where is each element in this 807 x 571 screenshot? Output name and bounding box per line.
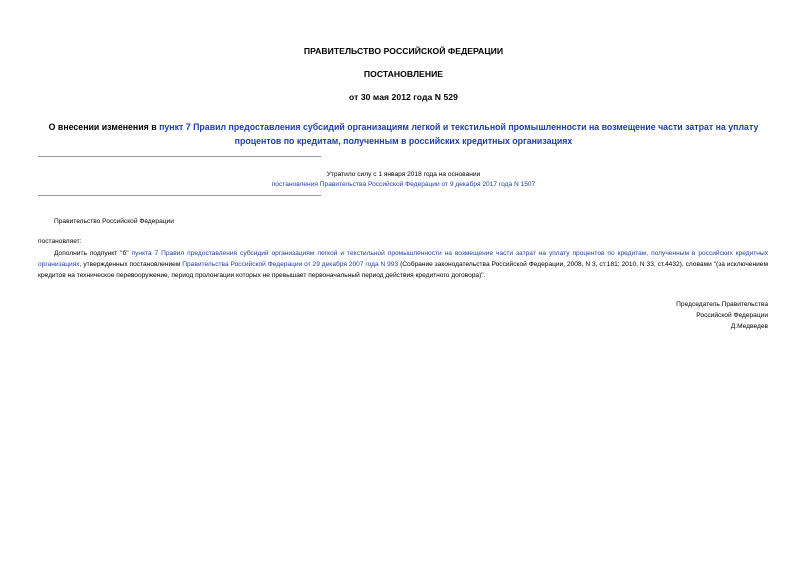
- para-end: (Собрание законодательства Российской Федерации, 2008, N 3, ст.181; 2010, N 33, ст.4432), словами "(за исключением кредитов на техническое перевооружение, период пролонгации которых не превышает первоначальный период действия кредитного договора)".: [38, 260, 768, 279]
- divider-bottom: [38, 195, 321, 196]
- decree-word: постановляет:: [38, 238, 82, 245]
- divider-top: [38, 156, 321, 157]
- document-type: ПОСТАНОВЛЕНИЕ: [363, 69, 444, 79]
- status-link[interactable]: постановления Правительства Российской Федерации от 9 декабря 2017 года N 1507: [271, 181, 536, 188]
- document-title: [40, 120, 767, 148]
- signatory-name: Д.Медведев: [730, 323, 768, 330]
- para-link-decree[interactable]: Правительства Российской Федерации от 29 декабря 2007 года N 993: [182, 260, 399, 268]
- title-link[interactable]: пункт 7 Правил предоставления субсидий организациям легкой и текстильной промышленности на возмещение части затрат на уплату процентов по кредитам, полученным в российских кредитных организациях: [159, 122, 759, 146]
- signatory-country: Российской Федерации: [696, 312, 768, 319]
- signatory-position: Председатель Правительства: [676, 301, 768, 308]
- para-link-rules[interactable]: пункта 7 Правил предоставления субсидий организациям легкой и текстильной промышленности на возмещение части затрат на уплату процентов по кредитам, полученным в российских кредитных организациях: [38, 250, 768, 268]
- actor-line: Правительство Российской Федерации: [54, 218, 174, 225]
- main-paragraph: [38, 249, 768, 281]
- para-start: Дополнить подпункт "б": [54, 250, 132, 257]
- document-date-number: от 30 мая 2012 года N 529: [349, 92, 458, 102]
- para-mid: , утвержденных постановлением: [79, 260, 183, 268]
- title-prefix: О внесении изменения в: [48, 122, 160, 132]
- government-heading: ПРАВИТЕЛЬСТВО РОССИЙСКОЙ ФЕДЕРАЦИИ: [303, 46, 504, 56]
- status-note: Утратило силу с 1 января 2018 года на основании: [326, 171, 481, 178]
